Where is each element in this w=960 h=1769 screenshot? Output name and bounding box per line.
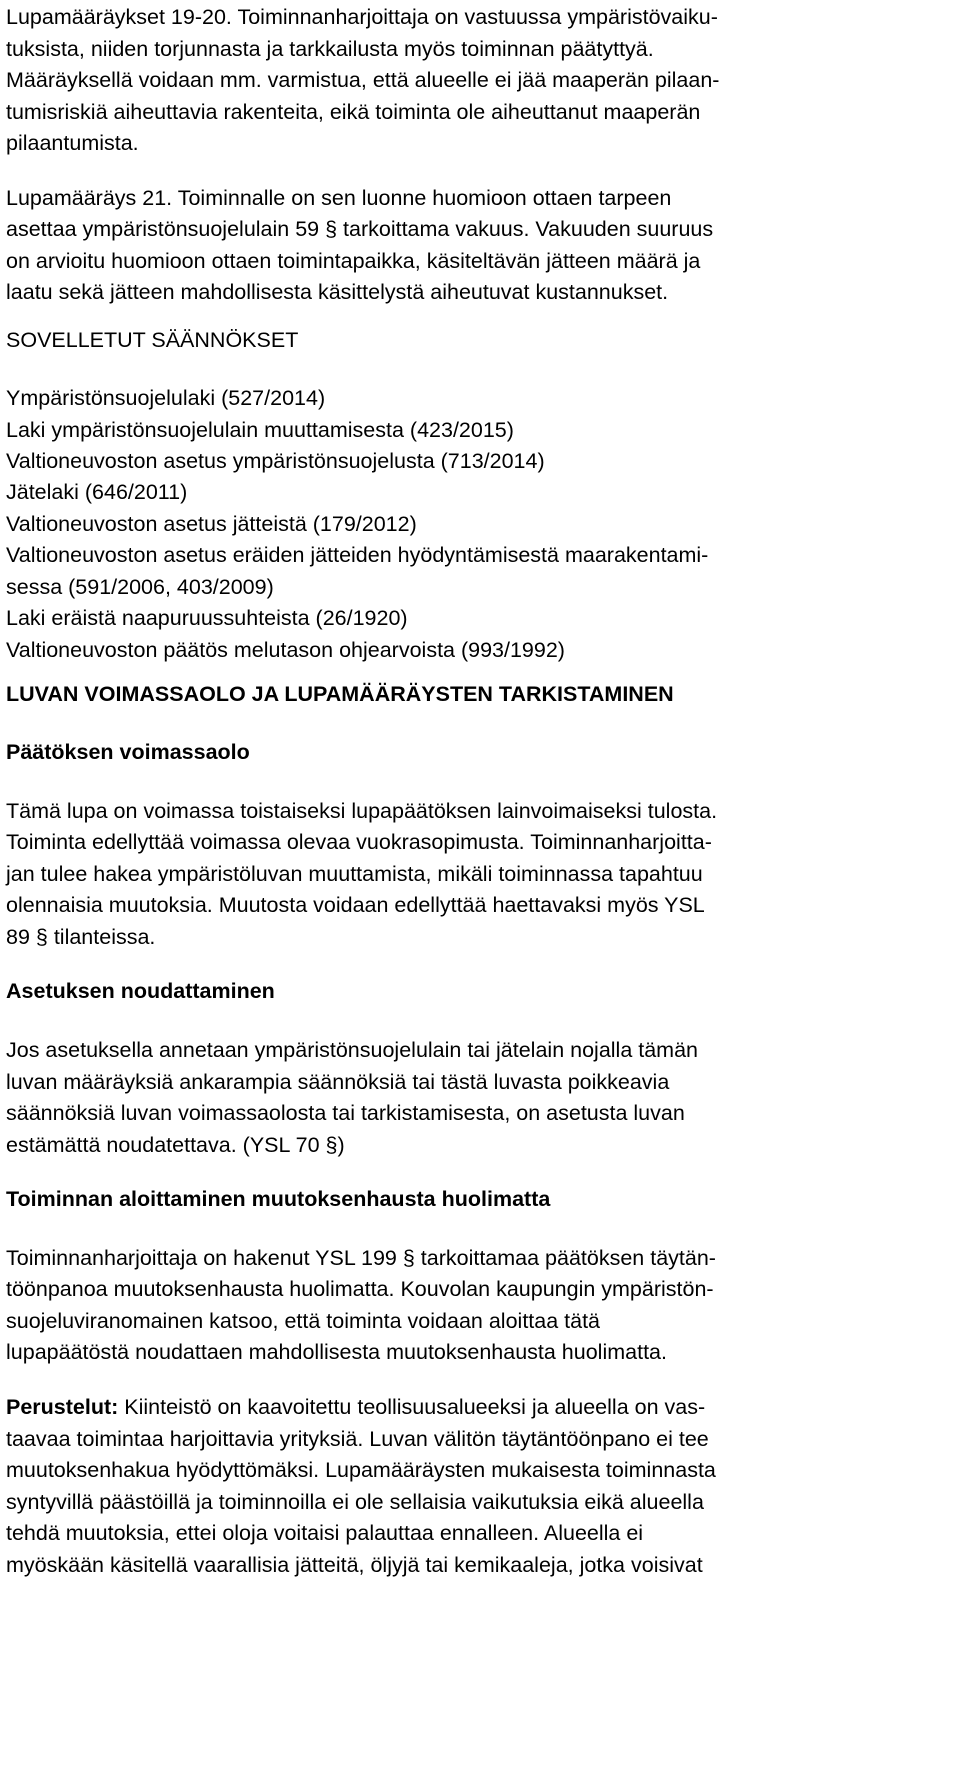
paragraph-line: pilaantumista. xyxy=(6,131,139,155)
paragraph-line: tumisriskiä aiheuttavia rakenteita, eikä toiminta ole aiheuttanut maaperän xyxy=(6,100,701,124)
statute-item: Valtioneuvoston asetus ympäristönsuojelusta (713/2014) xyxy=(6,449,545,473)
paragraph-line: lupapäätöstä noudattaen mahdollisesta muutoksenhausta huolimatta. xyxy=(6,1340,667,1364)
paragraph-line: jan tulee hakea ympäristöluvan muuttamista, mikäli toiminnassa tapahtuu xyxy=(6,862,703,886)
section-heading: SOVELLETUT SÄÄNNÖKSET xyxy=(6,328,299,352)
statute-item: Valtioneuvoston asetus jätteistä (179/2012) xyxy=(6,512,417,536)
paragraph-line: on arvioitu huomioon ottaen toimintapaikka, käsiteltävän jätteen määrä ja xyxy=(6,249,701,273)
paragraph-line: myöskään käsitellä vaarallisia jätteitä, öljyjä tai kemikaaleja, jotka voisivat xyxy=(6,1553,703,1577)
subsection-heading: Päätöksen voimassaolo xyxy=(6,740,250,764)
paragraph-line: Tämä lupa on voimassa toistaiseksi lupapäätöksen lainvoimaiseksi tulosta. xyxy=(6,799,718,823)
statute-item: Laki ympäristönsuojelulain muuttamisesta (423/2015) xyxy=(6,418,514,442)
paragraph-line: olennaisia muutoksia. Muutosta voidaan edellyttää haettavaksi myös YSL xyxy=(6,893,705,917)
paragraph-line: Toiminnanharjoittaja on hakenut YSL 199 § tarkoittamaa päätöksen täytän- xyxy=(6,1246,716,1270)
statute-item: sessa (591/2006, 403/2009) xyxy=(6,575,274,599)
paragraph-line: luvan määräyksiä ankarampia säännöksiä tai tästä luvasta poikkeavia xyxy=(6,1070,670,1094)
rationale-label: Perustelut: xyxy=(6,1395,119,1419)
paragraph-line: Jos asetuksella annetaan ympäristönsuojelulain tai jätelain nojalla tämän xyxy=(6,1038,699,1062)
paragraph-line: estämättä noudatettava. (YSL 70 §) xyxy=(6,1133,345,1157)
paragraph-line: 89 § tilanteissa. xyxy=(6,925,156,949)
paragraph-line: säännöksiä luvan voimassaolosta tai tarkistamisesta, on asetusta luvan xyxy=(6,1101,685,1125)
paragraph-line xyxy=(6,1391,705,1423)
section-heading: LUVAN VOIMASSAOLO JA LUPAMÄÄRÄYSTEN TARKISTAMINEN xyxy=(6,682,674,706)
subsection-heading: Asetuksen noudattaminen xyxy=(6,979,275,1003)
paragraph-line: tehdä muutoksia, ettei oloja voitaisi palauttaa ennalleen. Alueella ei xyxy=(6,1521,644,1545)
paragraph-line: taavaa toimintaa harjoittavia yrityksiä. Luvan välitön täytäntöönpano ei tee xyxy=(6,1427,709,1451)
paragraph-line: asettaa ympäristönsuojelulain 59 § tarkoittama vakuus. Vakuuden suuruus xyxy=(6,217,714,241)
paragraph-line: suojeluviranomainen katsoo, että toiminta voidaan aloittaa tätä xyxy=(6,1309,601,1333)
paragraph-line: Lupamääräykset 19-20. Toiminnanharjoittaja on vastuussa ympäristövaiku- xyxy=(6,5,718,29)
paragraph-line: laatu sekä jätteen mahdollisesta käsittelystä aiheutuvat kustannukset. xyxy=(6,280,669,304)
statute-item: Jätelaki (646/2011) xyxy=(6,480,188,504)
statute-item: Valtioneuvoston päätös melutason ohjearvoista (993/1992) xyxy=(6,638,565,662)
subsection-heading: Toiminnan aloittaminen muutoksenhausta huolimatta xyxy=(6,1187,551,1211)
statute-item: Valtioneuvoston asetus eräiden jätteiden hyödyntämisestä maarakentami- xyxy=(6,543,709,567)
paragraph-line: syntyvillä päästöillä ja toiminnoilla ei ole sellaisia vaikutuksia eikä alueella xyxy=(6,1490,704,1514)
paragraph-line: Lupamääräys 21. Toiminnalle on sen luonne huomioon ottaen tarpeen xyxy=(6,186,672,210)
paragraph-line: tuksista, niiden torjunnasta ja tarkkailusta myös toiminnan päätyttyä. xyxy=(6,37,654,61)
paragraph-line: muutoksenhakua hyödyttömäksi. Lupamääräysten mukaisesta toiminnasta xyxy=(6,1458,716,1482)
rationale-text: Kiinteistö on kaavoitettu teollisuusalueeksi ja alueella on vas- xyxy=(118,1395,706,1419)
statute-item: Ympäristönsuojelulaki (527/2014) xyxy=(6,386,326,410)
paragraph-line: Toiminta edellyttää voimassa olevaa vuokrasopimusta. Toiminnanharjoitta- xyxy=(6,830,712,854)
statute-item: Laki eräistä naapuruussuhteista (26/1920) xyxy=(6,606,408,630)
paragraph-line: töönpanoa muutoksenhausta huolimatta. Kouvolan kaupungin ympäristön- xyxy=(6,1277,714,1301)
paragraph-line: Määräyksellä voidaan mm. varmistua, että alueelle ei jää maaperän pilaan- xyxy=(6,68,720,92)
